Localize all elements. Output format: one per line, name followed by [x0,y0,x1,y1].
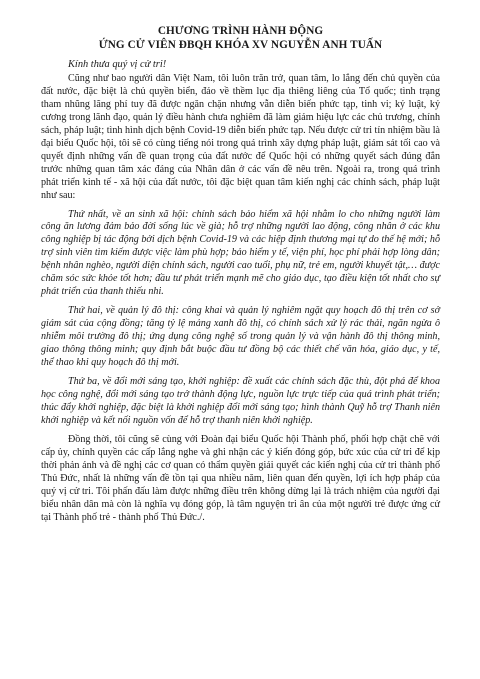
paragraph-intro: Cũng như bao người dân Việt Nam, tôi luôn trăn trở, quan tâm, lo lắng đến chủ quyền của đất nước, đặc biệt là chủ quyền biển, đảo về thềm lục địa thiêng liêng của Tổ quốc; tình trạng tham nhũng lãng phí tuy đã được ngăn chặn nhưng vẫn diễn biến phức tạp, tinh vi; kỷ luật, kỷ cương trong lãnh đạo, quản lý điều hành chưa nghiêm đã làm giảm hiệu lực các chủ trương, chính sách, pháp luật; tình hình dịch bệnh Covid-19 diễn biến phức tạp. Nếu được cử tri tín nhiệm bầu là đại biểu Quốc hội, tôi sẽ có cùng tiếng nói trong quá trình xây dựng pháp luật, giám sát tối cao và quyết định những vấn đề quan trọng của đất nước để Quốc hội có những quyết sách đúng đắn trước những quan tâm xác đáng của Nhân dân ở các vấn đề nêu trên. Ngoài ra, trong quá trình phát triển kinh tế - xã hội của đất nước, tôi đặc biệt quan tâm kiến nghị các chính sách, pháp luật như sau: [41,73,440,201]
document-title: CHƯƠNG TRÌNH HÀNH ĐỘNG [157,25,324,37]
paragraph-innovation-startup: Thứ ba, về đổi mới sáng tạo, khởi nghiệp: đề xuất các chính sách đặc thù, đột phá để khoa học công nghệ, đổi mới sáng tạo trở thành động lực, nguồn lực trực tiếp của quá trình phát triển; thúc đẩy khởi nghiệp, đặc biệt là khởi nghiệp đổi mới sáng tạo; hình thành Quỹ hỗ trợ Thanh niên khởi nghiệp và kết nối nguồn vốn để hỗ trợ thanh niên khởi nghiệp. [41,375,440,426]
document-subtitle: ỨNG CỬ VIÊN ĐBQH KHÓA XV NGUYỄN ANH TUẤN [98,39,383,51]
greeting: Kính thưa quý vị cử tri! [68,59,167,70]
paragraph-closing: Đồng thời, tôi cũng sẽ cùng với Đoàn đại biểu Quốc hội Thành phố, phối hợp chặt chẽ với cấp ủy, chính quyền các cấp lắng nghe và ghi nhận các ý kiến đóng góp, bức xúc của cử tri để kịp thời phản ánh và đề nghị các cơ quan có thẩm quyền giải quyết các kiến nghị của cử tri thành phố Thủ Đức, nhất là những vấn đề tồn tại qua nhiều năm, liên quan đến quyền, lợi ích hợp pháp của quý vị cử tri. Tôi phấn đấu làm được những điều trên không dừng lại là trách nhiệm của người đại biểu nhân dân mà còn là nghĩa vụ đóng góp, là tâm nguyện tri ân của một người trẻ được ứng cử tại Thành phố trẻ - thành phố Thủ Đức./. [41,433,440,523]
paragraph-urban-management: Thứ hai, về quản lý đô thị: công khai và quản lý nghiêm ngặt quy hoạch đô thị trên cơ sở giám sát của cộng đồng; tăng tỷ lệ mảng xanh đô thị, có chính sách xử lý rác thải, ngăn ngừa ô nhiễm môi trường đô thị; ứng dụng công nghệ số trong quản lý và vận hành đô thị thông minh, giao thông thông minh; quy định bắt buộc đầu tư đồng bộ các thiết chế văn hóa, giáo dục, y tế, thể thao khi quy hoạch đô thị mới. [41,305,440,369]
paragraph-social-security: Thứ nhất, về an sinh xã hội: chính sách bảo hiểm xã hội nhằm lo cho những người làm công ăn lương đảm bảo đời sống lúc về già; hỗ trợ những người lao động, công nhân ở các khu công nghiệp bị tác động bởi dịch bệnh Covid-19 và các hiệp định thương mại tự do thế hệ mới; hỗ trợ sinh viên tìm kiếm được việc làm phù hợp; bảo hiểm y tế, viện phí, học phí phải hợp lòng dân; bệnh nhân nghèo, người diện chính sách, người cao tuổi, phụ nữ, trẻ em, người khuyết tật,… được chăm sóc sức khỏe tốt hơn; đầu tư phát triển mạnh mẽ cho giáo dục, tạo điều kiện tốt nhất cho sự phát triển của thanh thiếu nhi. [41,208,440,298]
